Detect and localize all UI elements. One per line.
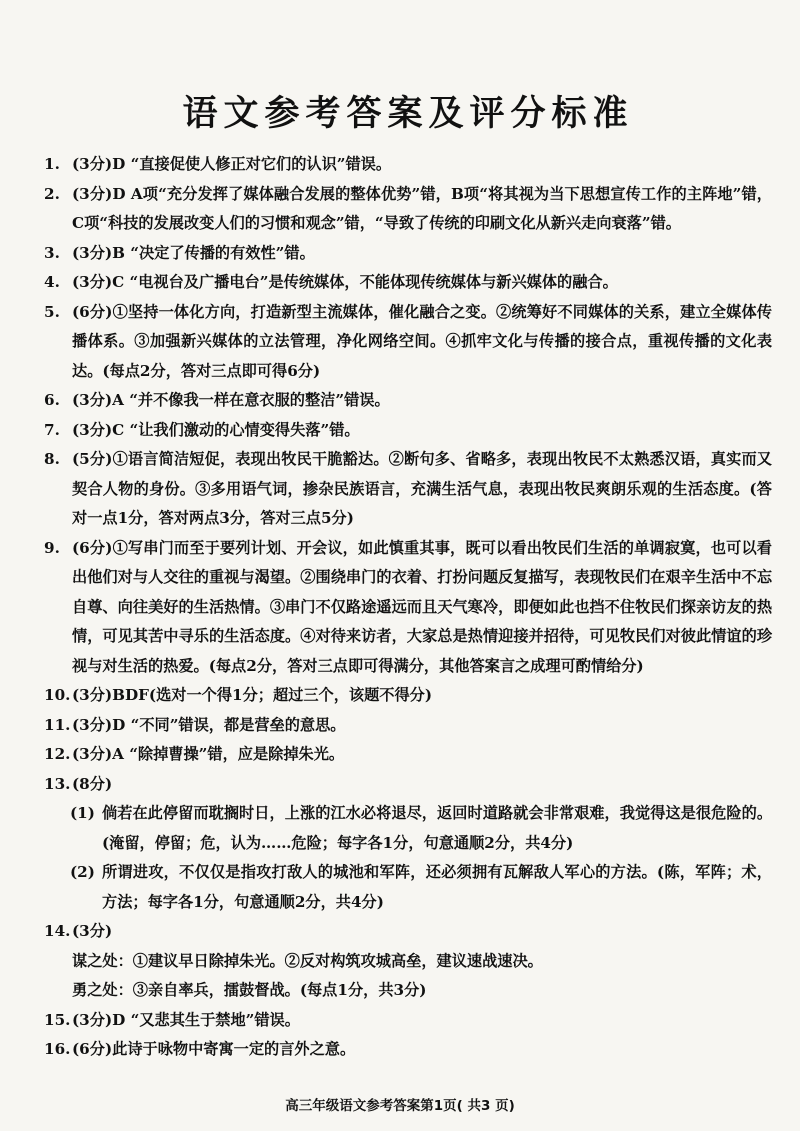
item-number: 14. xyxy=(44,922,71,940)
item-text: (8分) xyxy=(72,774,113,793)
item-text: (6分)此诗于咏物中寄寓一定的言外之意。 xyxy=(72,1040,356,1058)
item-text: (3分)D “又悲其生于禁地”错误。 xyxy=(72,1010,300,1029)
item-number: 6. xyxy=(44,391,60,409)
item-number: 12. xyxy=(44,745,71,763)
answer-item xyxy=(44,416,772,446)
answer-item xyxy=(44,711,772,741)
item-number: 8. xyxy=(44,450,60,468)
answer-list xyxy=(44,150,772,1065)
page-footer: 高三年级语文参考答案第1页( 共3 页) xyxy=(285,1098,515,1114)
answer-item xyxy=(44,239,772,269)
answer-item xyxy=(44,1006,772,1036)
sub-answer xyxy=(44,858,772,917)
item-text: (3分)D A项“充分发挥了媒体融合发展的整体优势”错，B项“将其视为当下思想宣传工作的主阵地”错，C项“科技的发展改变人们的习惯和观念”错，“导致了传统的印刷文化从新兴走向衰落”错。 xyxy=(72,184,772,232)
sub-answer xyxy=(44,799,772,858)
item-number: 11. xyxy=(44,715,71,734)
answer-item xyxy=(44,770,772,800)
answer-item xyxy=(44,740,772,770)
item-text: (3分)B “决定了传播的有效性”错。 xyxy=(72,243,315,262)
answer-item xyxy=(44,386,772,416)
item-text: (3分)C “电视台及广播电台”是传统媒体，不能体现传统媒体与新兴媒体的融合。 xyxy=(72,273,618,291)
item-number: 7. xyxy=(44,420,60,439)
item-text: (3分)C “让我们激动的心情变得失落”错。 xyxy=(72,420,360,439)
answer-item xyxy=(44,150,772,180)
item-number: 13. xyxy=(44,774,71,793)
item-number: 1. xyxy=(44,155,60,173)
item-number: 4. xyxy=(44,273,60,291)
answer-line: 勇之处：③亲自率兵，擂鼓督战。(每点1分，共3分) xyxy=(72,981,427,999)
answer-item xyxy=(44,534,772,682)
item-number: 2. xyxy=(44,184,60,203)
sub-number: (1) xyxy=(70,804,95,822)
item-text: (6分)①坚持一体化方向，打造新型主流媒体，催化融合之变。②统筹好不同媒体的关系，建立全媒体传播体系。③加强新兴媒体的立法管理，净化网络空间。④抓牢文化与传播的接合点，重视传播的文化表达。(每点2分，答对三点即可得6分) xyxy=(72,302,772,380)
item-text: (3分)A “并不像我一样在意衣服的整洁”错误。 xyxy=(72,391,390,409)
item-text: (3分)BDF(选对一个得1分；超过三个，该题不得分) xyxy=(72,686,433,704)
sub-number: (2) xyxy=(70,863,95,881)
answer-item xyxy=(44,268,772,298)
answer-item xyxy=(44,445,772,534)
item-number: 5. xyxy=(44,302,60,321)
item-number: 16. xyxy=(44,1040,71,1058)
item-text: (3分)D “不同”错误，都是营垒的意思。 xyxy=(72,715,346,734)
page-title: 语文参考答案及评分标准 xyxy=(182,94,634,134)
item-text: (5分)①语言简洁短促，表现出牧民干脆豁达。②断句多、省略多，表现出牧民不太熟悉汉语，真实而又契合人物的身份。③多用语气词，掺杂民族语言，充满生活气息，表现出牧民爽朗乐观的生活态度。(答对一点1分，答对两点3分，答对三点5分) xyxy=(72,450,772,527)
item-number: 9. xyxy=(44,538,60,557)
answer-item xyxy=(44,298,772,387)
answer-item xyxy=(44,681,772,711)
answer-line: 谋之处：①建议早日除掉朱光。②反对构筑攻城高垒，建议速战速决。 xyxy=(72,951,543,970)
sub-text: 倘若在此停留而耽搁时日，上涨的江水必将退尽，返回时道路就会非常艰难，我觉得这是很危险的。(淹留，停留；危，认为……危险；每字各1分，句意通顺2分，共4分) xyxy=(102,804,772,852)
sub-text: 所谓进攻，不仅仅是指攻打敌人的城池和军阵，还必须拥有瓦解敌人军心的方法。(陈，军阵；术，方法；每字各1分，句意通顺2分，共4分) xyxy=(102,863,772,911)
item-number: 10. xyxy=(44,686,71,704)
answer-item xyxy=(44,180,772,239)
item-number: 15. xyxy=(44,1010,71,1029)
item-text: (3分)A “除掉曹操”错，应是除掉朱光。 xyxy=(72,745,345,763)
item-text: (3分)D “直接促使人修正对它们的认识”错误。 xyxy=(72,155,392,173)
answer-item xyxy=(44,1035,772,1065)
item-number: 3. xyxy=(44,243,60,262)
item-text: (6分)①写串门而至于要列计划、开会议，如此慎重其事，既可以看出牧民们生活的单调寂寞，也可以看出他们对与人交往的重视与渴望。②围绕串门的衣着、打扮问题反复描写，表现牧民们在艰辛生活中不忘自尊、向往美好的生活热情。③串门不仅路途遥远而且天气寒冷，即便如此也挡不住牧民们探亲访友的热情，可见其苦中寻乐的生活态度。④对待来访者，大家总是热情迎接并招待，可见牧民们对彼此情谊的珍视与对生活的热爱。(每点2分，答对三点即可得满分，其他答案言之成理可酌情给分) xyxy=(72,538,772,675)
answer-item xyxy=(44,917,772,947)
item-text: (3分) xyxy=(72,922,113,940)
